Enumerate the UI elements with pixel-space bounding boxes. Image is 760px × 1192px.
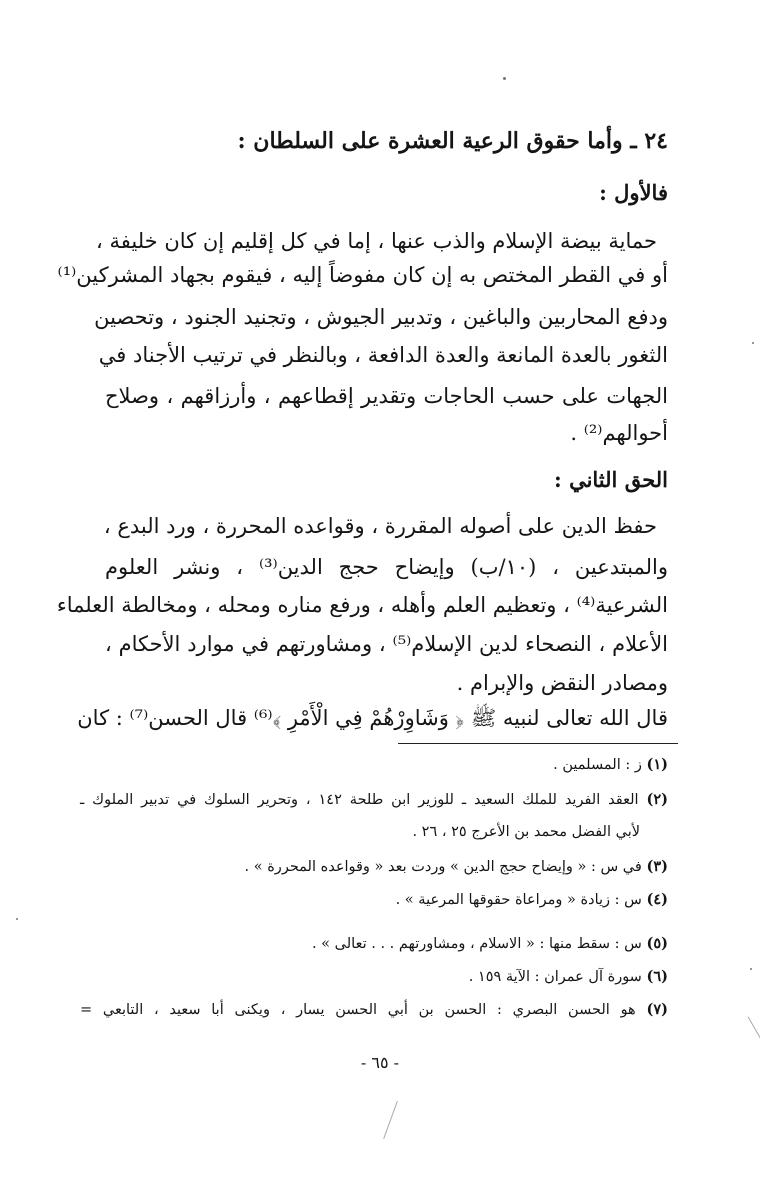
second-right-line-5: ومصادر النقض والإبرام .	[456, 671, 668, 695]
section-heading: ٢٤ ـ وأما حقوق الرعية العشرة على السلطان :	[237, 128, 668, 154]
footnote-7	[80, 999, 668, 1021]
scan-speck	[750, 968, 752, 970]
second-right-label: الحق الثاني :	[554, 467, 668, 492]
footnote-number: (٧)	[646, 1001, 668, 1018]
second-right-line-2: والمبتدعين ، (١٠/ب) وإيضاح حجج الدين⁽³⁾ ، ونشر العلوم	[105, 555, 668, 579]
scan-speck	[16, 918, 18, 920]
second-right-line-1: حفظ الدين على أصوله المقررة ، وقواعده المحررة ، ورد البدع ،	[103, 514, 657, 538]
scan-speck	[752, 342, 754, 344]
footnote-text: س : سقط منها : « الاسلام ، ومشاورتهم . . . تعالى » .	[311, 936, 642, 952]
footnote-5	[312, 933, 668, 955]
footnote-6	[469, 966, 668, 988]
scan-mark	[748, 1016, 760, 1039]
first-right-line-3: ودفع المحاربين والباغين ، وتدبير الجيوش ، وتجنيد الجنود ، وتحصين	[94, 305, 668, 329]
first-right-label: فالأول :	[599, 180, 668, 205]
second-right-line-3: الشرعية⁽⁴⁾ ، وتعظيم العلم وأهله ، ورفع مناره ومحله ، ومخالطة العلماء	[56, 593, 668, 617]
footnote-text: هو الحسن البصري : الحسن بن أبي الحسن يسار ، ويكنى أبا سعيد ، التابعي =	[80, 1002, 636, 1018]
footnote-separator	[398, 743, 678, 744]
footnote-number: (٤)	[646, 891, 668, 908]
footnote-text: العقد الفريد للملك السعيد ـ للوزير ابن طلحة ١٤٢ ، وتحرير السلوك في تدبير الملوك ـ	[80, 792, 639, 808]
first-right-line-1: حماية بيضة الإسلام والذب عنها ، إما في كل إقليم إن كان خليفة ،	[96, 229, 657, 253]
footnote-text: ز : المسلمين .	[553, 757, 642, 773]
footnote-1	[553, 754, 668, 776]
first-right-line-2: أو في القطر المختص به إن كان مفوضاً إليه ، فيقوم بجهاد المشركين⁽¹⁾	[57, 263, 668, 287]
footnote-number: (٢)	[646, 791, 669, 808]
scan-speck	[503, 77, 506, 80]
footnote-number: (٦)	[646, 968, 668, 985]
scan-mark	[383, 1101, 398, 1139]
first-right-line-6: أحوالهم⁽²⁾ .	[570, 421, 668, 445]
footnote-2-continued	[412, 821, 640, 843]
footnote-2	[80, 789, 668, 811]
first-right-line-5: الجهات على حسب الحاجات وتقدير إقطاعهم ، وأرزاقهم ، وصلاح	[105, 384, 668, 408]
page-number: - ٦٥ -	[360, 1053, 400, 1072]
footnote-text: سورة آل عمران : الآية ١٥٩ .	[468, 969, 642, 985]
footnote-number: (٥)	[646, 935, 668, 952]
quran-verse-line: قال الله تعالى لنبيه ﷺ ﴿ وَشَاوِرْهُمْ فِي الْأَمْرِ ﴾⁽⁶⁾ قال الحسن⁽⁷⁾ : كان	[77, 706, 668, 730]
footnote-text: س : زيادة « ومراعاة حقوقها المرعية » .	[395, 892, 642, 908]
second-right-line-4: الأعلام ، النصحاء لدين الإسلام⁽⁵⁾ ، ومشاورتهم في موارد الأحكام ،	[105, 632, 669, 656]
first-right-line-4: الثغور بالعدة المانعة والعدة الدافعة ، وبالنظر في ترتيب الأجناد في	[98, 343, 668, 367]
footnote-text: لأبي الفضل محمد بن الأعرج ٢٥ ، ٢٦ .	[412, 824, 640, 840]
footnote-4	[396, 889, 668, 911]
footnote-number: (١)	[646, 756, 668, 773]
footnote-text: في س : « وإيضاح حجج الدين » وردت بعد « وقواعده المحررة » .	[244, 859, 642, 875]
footnote-3	[245, 856, 668, 878]
footnote-number: (٣)	[646, 858, 668, 875]
